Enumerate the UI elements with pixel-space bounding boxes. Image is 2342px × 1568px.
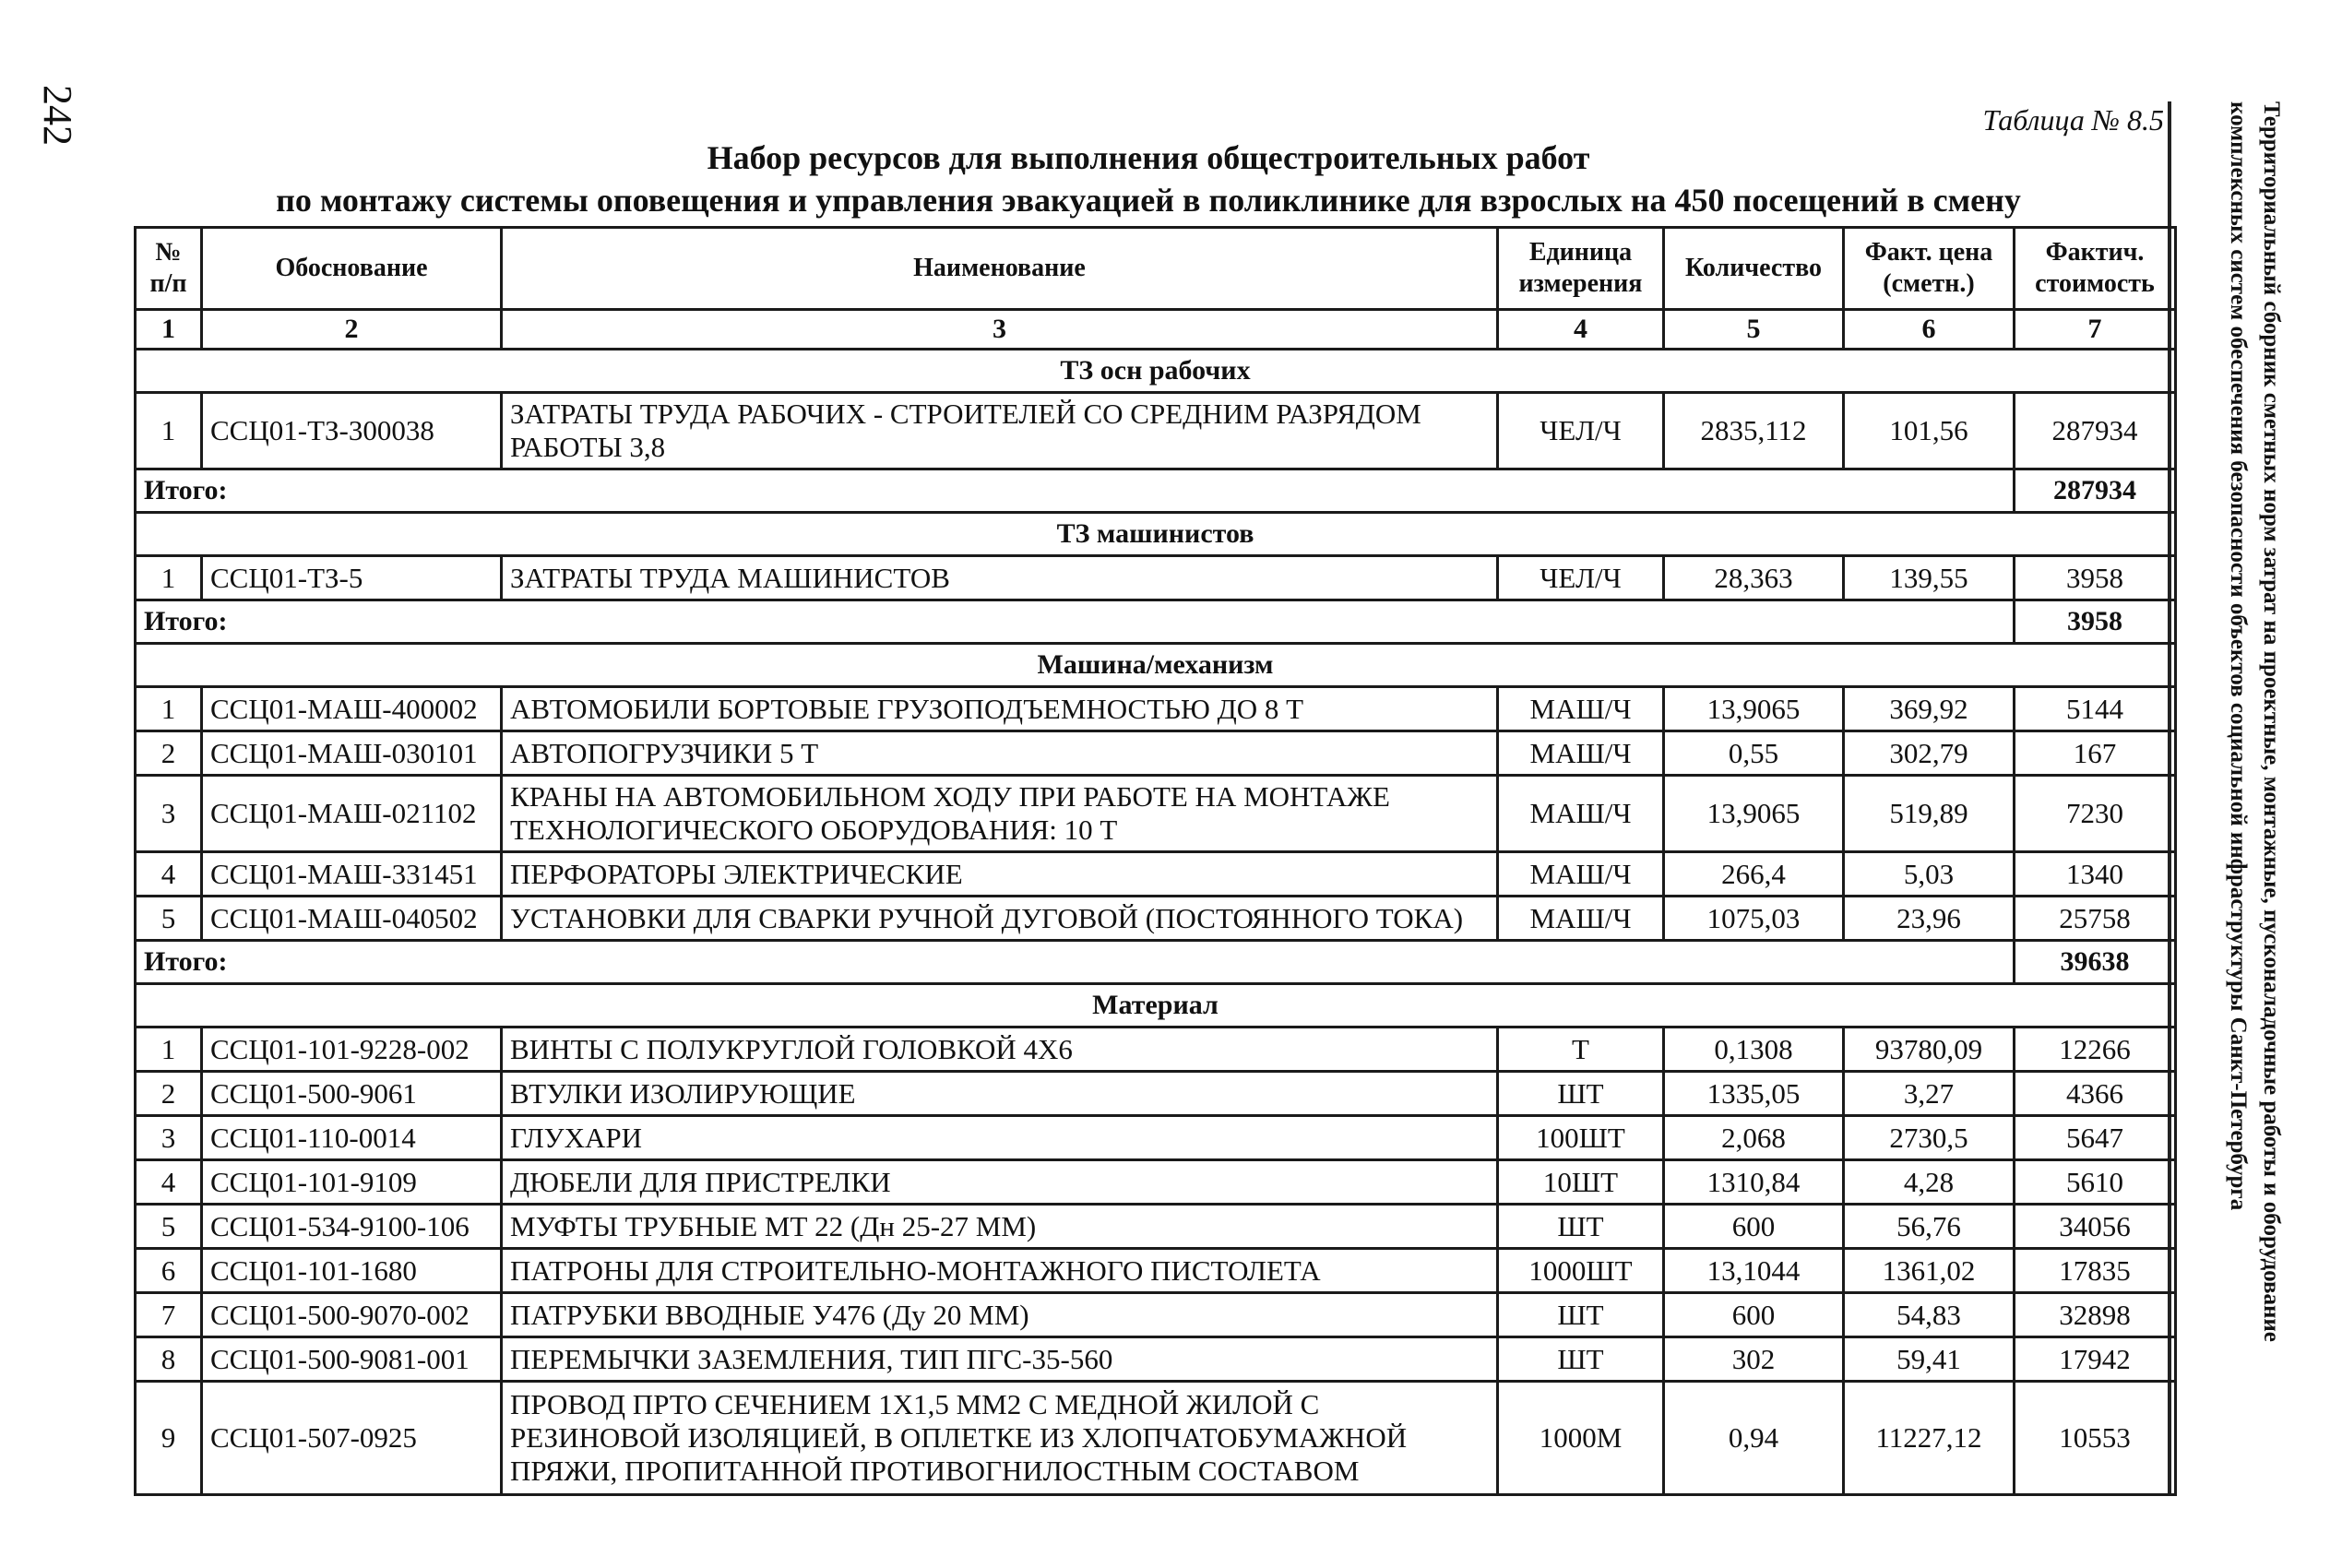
cell-cost: 3958	[2015, 556, 2176, 600]
cell-unit: МАШ/Ч	[1498, 731, 1664, 776]
table-title-line-1: Набор ресурсов для выполнения общестроительных работ	[707, 139, 1590, 176]
cell-number: 6	[136, 1249, 202, 1293]
section-header	[136, 513, 2176, 556]
cell-cost: 5610	[2015, 1160, 2176, 1205]
total-label: Итого:	[136, 941, 2015, 984]
header-number: № п/п	[136, 228, 202, 310]
column-number: 2	[202, 310, 502, 350]
cell-basis: ССЦ01-101-9109	[202, 1160, 502, 1205]
cell-name: МУФТЫ ТРУБНЫЕ МТ 22 (Дн 25-27 ММ)	[502, 1205, 1498, 1249]
section-header	[136, 984, 2176, 1028]
cell-basis: ССЦ01-МАШ-030101	[202, 731, 502, 776]
table-row	[136, 1249, 2176, 1293]
cell-basis: ССЦ01-101-9228-002	[202, 1028, 502, 1072]
cell-unit: ШТ	[1498, 1293, 1664, 1337]
cell-basis: ССЦ01-507-0925	[202, 1382, 502, 1495]
cell-name: ПАТРОНЫ ДЛЯ СТРОИТЕЛЬНО-МОНТАЖНОГО ПИСТОЛЕТА	[502, 1249, 1498, 1293]
table-label: Таблица № 8.5	[1982, 103, 2164, 137]
cell-unit: ЧЕЛ/Ч	[1498, 393, 1664, 469]
cell-number: 4	[136, 852, 202, 897]
cell-basis: ССЦ01-МАШ-400002	[202, 687, 502, 731]
cell-name: ПЕРЕМЫЧКИ ЗАЗЕМЛЕНИЯ, ТИП ПГС-35-560	[502, 1337, 1498, 1382]
header-row	[136, 228, 2176, 310]
table-row	[136, 897, 2176, 941]
cell-name: ПРОВОД ПРТО СЕЧЕНИЕМ 1Х1,5 ММ2 С МЕДНОЙ ЖИЛОЙ С РЕЗИНОВОЙ ИЗОЛЯЦИЕЙ, В ОПЛЕТКЕ ИЗ ХЛОПЧАТОБУМАЖНОЙ ПРЯЖИ, ПРОПИТАННОЙ ПРОТИВОГНИЛОСТНЫМ СОСТАВОМ	[502, 1382, 1498, 1495]
cell-cost: 17942	[2015, 1337, 2176, 1382]
cell-quantity: 1075,03	[1664, 897, 1844, 941]
cell-price: 139,55	[1844, 556, 2015, 600]
table-row	[136, 1382, 2176, 1495]
cell-price: 93780,09	[1844, 1028, 2015, 1072]
cell-number: 7	[136, 1293, 202, 1337]
cell-price: 101,56	[1844, 393, 2015, 469]
cell-cost: 7230	[2015, 776, 2176, 852]
table-row	[136, 556, 2176, 600]
header-price: Факт. цена (сметн.)	[1844, 228, 2015, 310]
cell-unit: ШТ	[1498, 1072, 1664, 1116]
cell-number: 8	[136, 1337, 202, 1382]
cell-quantity: 302	[1664, 1337, 1844, 1382]
cell-cost: 12266	[2015, 1028, 2176, 1072]
cell-quantity: 0,94	[1664, 1382, 1844, 1495]
table-row	[136, 1293, 2176, 1337]
cell-basis: ССЦ01-ТЗ-5	[202, 556, 502, 600]
cell-name: ГЛУХАРИ	[502, 1116, 1498, 1160]
table-row	[136, 687, 2176, 731]
header-basis: Обоснование	[202, 228, 502, 310]
cell-cost: 5647	[2015, 1116, 2176, 1160]
cell-quantity: 28,363	[1664, 556, 1844, 600]
cell-number: 1	[136, 393, 202, 469]
cell-number: 2	[136, 731, 202, 776]
cell-price: 2730,5	[1844, 1116, 2015, 1160]
cell-quantity: 13,1044	[1664, 1249, 1844, 1293]
total-row	[136, 469, 2176, 513]
cell-name: АВТОПОГРУЗЧИКИ 5 Т	[502, 731, 1498, 776]
cell-basis: ССЦ01-110-0014	[202, 1116, 502, 1160]
page-number: 242	[35, 85, 80, 146]
section-header	[136, 350, 2176, 393]
cell-number: 1	[136, 1028, 202, 1072]
cell-cost: 34056	[2015, 1205, 2176, 1249]
cell-unit: 1000ШТ	[1498, 1249, 1664, 1293]
cell-number: 1	[136, 556, 202, 600]
section-header	[136, 644, 2176, 687]
cell-price: 3,27	[1844, 1072, 2015, 1116]
cell-name: АВТОМОБИЛИ БОРТОВЫЕ ГРУЗОПОДЪЕМНОСТЬЮ ДО 8 Т	[502, 687, 1498, 731]
table-row	[136, 731, 2176, 776]
total-row	[136, 941, 2176, 984]
cell-number: 2	[136, 1072, 202, 1116]
cell-name: ДЮБЕЛИ ДЛЯ ПРИСТРЕЛКИ	[502, 1160, 1498, 1205]
cell-price: 56,76	[1844, 1205, 2015, 1249]
cell-cost: 10553	[2015, 1382, 2176, 1495]
table-row	[136, 852, 2176, 897]
cell-unit: 100ШТ	[1498, 1116, 1664, 1160]
cell-quantity: 1310,84	[1664, 1160, 1844, 1205]
cell-price: 5,03	[1844, 852, 2015, 897]
table-row	[136, 1072, 2176, 1116]
cell-name: ВИНТЫ С ПОЛУКРУГЛОЙ ГОЛОВКОЙ 4Х6	[502, 1028, 1498, 1072]
column-number-row	[136, 310, 2176, 350]
cell-price: 369,92	[1844, 687, 2015, 731]
cell-quantity: 266,4	[1664, 852, 1844, 897]
cell-unit: МАШ/Ч	[1498, 776, 1664, 852]
cell-basis: ССЦ01-МАШ-021102	[202, 776, 502, 852]
cell-quantity: 13,9065	[1664, 776, 1844, 852]
side-caption: Территориальный сборник сметных норм затрат на проектные, монтажные, пусконаладочные работы и оборудование комплексных систем обеспечения безопасности объектов социальной инфраструктуры Санкт-Петербурга	[2226, 101, 2284, 1342]
cell-unit: 1000М	[1498, 1382, 1664, 1495]
table-row	[136, 1337, 2176, 1382]
cell-basis: ССЦ01-500-9070-002	[202, 1293, 502, 1337]
total-row	[136, 600, 2176, 644]
header-quantity: Количество	[1664, 228, 1844, 310]
cell-price: 11227,12	[1844, 1382, 2015, 1495]
cell-quantity: 600	[1664, 1205, 1844, 1249]
section-title: Материал	[136, 984, 2176, 1028]
cell-basis: ССЦ01-МАШ-040502	[202, 897, 502, 941]
cell-cost: 1340	[2015, 852, 2176, 897]
cell-unit: МАШ/Ч	[1498, 852, 1664, 897]
cell-price: 302,79	[1844, 731, 2015, 776]
cell-cost: 167	[2015, 731, 2176, 776]
header-cost: Фактич. стоимость	[2015, 228, 2176, 310]
cell-number: 5	[136, 897, 202, 941]
total-label: Итого:	[136, 600, 2015, 644]
cell-price: 4,28	[1844, 1160, 2015, 1205]
cell-price: 1361,02	[1844, 1249, 2015, 1293]
cell-price: 519,89	[1844, 776, 2015, 852]
cell-unit: Т	[1498, 1028, 1664, 1072]
table-row	[136, 393, 2176, 469]
cell-basis: ССЦ01-МАШ-331451	[202, 852, 502, 897]
cell-number: 4	[136, 1160, 202, 1205]
cell-cost: 5144	[2015, 687, 2176, 731]
column-number: 7	[2015, 310, 2176, 350]
cell-quantity: 2835,112	[1664, 393, 1844, 469]
cell-number: 3	[136, 776, 202, 852]
cell-name: КРАНЫ НА АВТОМОБИЛЬНОМ ХОДУ ПРИ РАБОТЕ НА МОНТАЖЕ ТЕХНОЛОГИЧЕСКОГО ОБОРУДОВАНИЯ: 10 Т	[502, 776, 1498, 852]
cell-basis: ССЦ01-ТЗ-300038	[202, 393, 502, 469]
cell-basis: ССЦ01-500-9061	[202, 1072, 502, 1116]
cell-quantity: 2,068	[1664, 1116, 1844, 1160]
table-title-line-2: по монтажу системы оповещения и управления эвакуацией в поликлинике для взрослых на 450 посещений в смену	[276, 182, 2021, 219]
table-row	[136, 1160, 2176, 1205]
cell-basis: ССЦ01-534-9100-106	[202, 1205, 502, 1249]
cell-price: 54,83	[1844, 1293, 2015, 1337]
cell-price: 23,96	[1844, 897, 2015, 941]
table-row	[136, 1116, 2176, 1160]
cell-quantity: 1335,05	[1664, 1072, 1844, 1116]
table-row	[136, 1205, 2176, 1249]
section-title: Машина/механизм	[136, 644, 2176, 687]
total-value: 3958	[2015, 600, 2176, 644]
total-label: Итого:	[136, 469, 2015, 513]
cell-name: ЗАТРАТЫ ТРУДА МАШИНИСТОВ	[502, 556, 1498, 600]
cell-basis: ССЦ01-500-9081-001	[202, 1337, 502, 1382]
cell-unit: ШТ	[1498, 1337, 1664, 1382]
column-number: 1	[136, 310, 202, 350]
cell-cost: 17835	[2015, 1249, 2176, 1293]
cell-quantity: 600	[1664, 1293, 1844, 1337]
cell-name: УСТАНОВКИ ДЛЯ СВАРКИ РУЧНОЙ ДУГОВОЙ (ПОСТОЯННОГО ТОКА)	[502, 897, 1498, 941]
header-unit: Единица измерения	[1498, 228, 1664, 310]
cell-basis: ССЦ01-101-1680	[202, 1249, 502, 1293]
cell-cost: 32898	[2015, 1293, 2176, 1337]
total-value: 39638	[2015, 941, 2176, 984]
cell-number: 5	[136, 1205, 202, 1249]
cell-name: ПЕРФОРАТОРЫ ЭЛЕКТРИЧЕСКИЕ	[502, 852, 1498, 897]
cell-number: 9	[136, 1382, 202, 1495]
cell-price: 59,41	[1844, 1337, 2015, 1382]
resource-table	[134, 226, 2177, 1496]
column-number: 4	[1498, 310, 1664, 350]
cell-unit: МАШ/Ч	[1498, 897, 1664, 941]
cell-quantity: 0,55	[1664, 731, 1844, 776]
cell-quantity: 13,9065	[1664, 687, 1844, 731]
section-title: ТЗ машинистов	[136, 513, 2176, 556]
table-row	[136, 776, 2176, 852]
cell-quantity: 0,1308	[1664, 1028, 1844, 1072]
cell-cost: 287934	[2015, 393, 2176, 469]
column-number: 3	[502, 310, 1498, 350]
column-number: 5	[1664, 310, 1844, 350]
cell-cost: 4366	[2015, 1072, 2176, 1116]
cell-name: ЗАТРАТЫ ТРУДА РАБОЧИХ - СТРОИТЕЛЕЙ СО СРЕДНИМ РАЗРЯДОМ РАБОТЫ 3,8	[502, 393, 1498, 469]
cell-unit: ЧЕЛ/Ч	[1498, 556, 1664, 600]
total-value: 287934	[2015, 469, 2176, 513]
cell-name: ВТУЛКИ ИЗОЛИРУЮЩИЕ	[502, 1072, 1498, 1116]
table-row	[136, 1028, 2176, 1072]
header-name: Наименование	[502, 228, 1498, 310]
cell-name: ПАТРУБКИ ВВОДНЫЕ У476 (Ду 20 ММ)	[502, 1293, 1498, 1337]
cell-cost: 25758	[2015, 897, 2176, 941]
cell-number: 3	[136, 1116, 202, 1160]
section-title: ТЗ осн рабочих	[136, 350, 2176, 393]
cell-number: 1	[136, 687, 202, 731]
cell-unit: 10ШТ	[1498, 1160, 1664, 1205]
cell-unit: ШТ	[1498, 1205, 1664, 1249]
cell-unit: МАШ/Ч	[1498, 687, 1664, 731]
column-number: 6	[1844, 310, 2015, 350]
